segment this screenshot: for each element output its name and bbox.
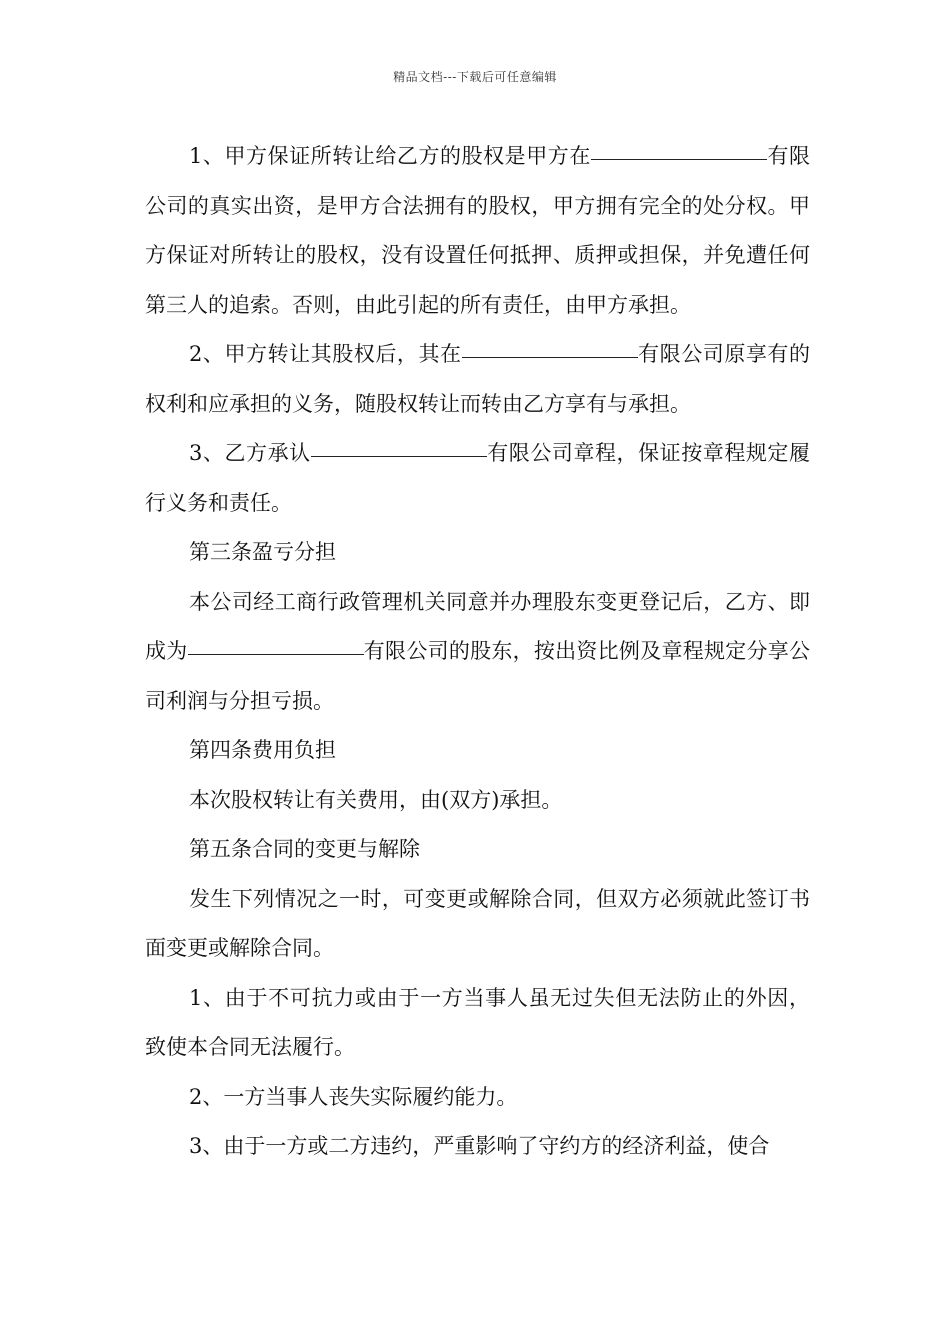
article-3-text xyxy=(145,578,810,727)
article-4-title: 第四条费用负担 xyxy=(189,738,336,762)
clause-1-text-b: 有限公司的真实出资，是甲方合法拥有的股权，甲方拥有完全的处分权。甲方保证对所转让的股权，没有设置任何抵押、质押或担保，并免遭任何第三人的追索。否则，由此引起的所有责任，由甲方承担。 xyxy=(145,144,811,317)
clause-2-text-b: 有限公司原享有的权利和应承担的义务，随股权转让而转由乙方享有与承担。 xyxy=(145,342,810,416)
article-5-text: 发生下列情况之一时，可变更或解除合同，但双方必须就此签订书面变更或解除合同。 xyxy=(145,886,810,960)
clause-2-text-a: 2、甲方转让其股权后，其在 xyxy=(189,342,462,366)
article-3-text-a: 本公司经工商行政管理机关同意并办理股东变更登记后，乙方、即成为 xyxy=(145,589,810,663)
article-3-text-b: 有限公司的股东，按出资比例及章程规定分享公司利润与分担亏损。 xyxy=(145,639,811,713)
clause-1-text-a: 1、甲方保证所转让给乙方的股权是甲方在 xyxy=(189,144,591,168)
document-body xyxy=(145,132,810,1172)
company-name-blank xyxy=(311,455,487,457)
clause-3-text-b: 有限公司章程，保证按章程规定履行义务和责任。 xyxy=(145,441,810,515)
clause-1 xyxy=(145,132,810,330)
article-5-item-3: 3、由于一方或二方违约，严重影响了守约方的经济利益，使合 xyxy=(189,1134,770,1158)
clause-3-text-a: 3、乙方承认 xyxy=(189,441,311,465)
article-5-title: 第五条合同的变更与解除 xyxy=(189,837,420,861)
article-4-text: 本次股权转让有关费用，由(双方)承担。 xyxy=(189,787,563,812)
company-name-blank xyxy=(462,356,638,358)
clause-3 xyxy=(145,429,810,528)
company-name-blank xyxy=(188,653,364,655)
company-name-blank xyxy=(591,158,767,160)
page-header: 精品文档---下载后可任意编辑 xyxy=(393,70,557,84)
article-5-item-2: 2、一方当事人丧失实际履约能力。 xyxy=(189,1084,518,1109)
article-5-item-1: 1、由于不可抗力或由于一方当事人虽无过失但无法防止的外因，致使本合同无法履行。 xyxy=(145,985,810,1059)
article-3-title: 第三条盈亏分担 xyxy=(189,540,336,564)
clause-2 xyxy=(145,330,810,429)
